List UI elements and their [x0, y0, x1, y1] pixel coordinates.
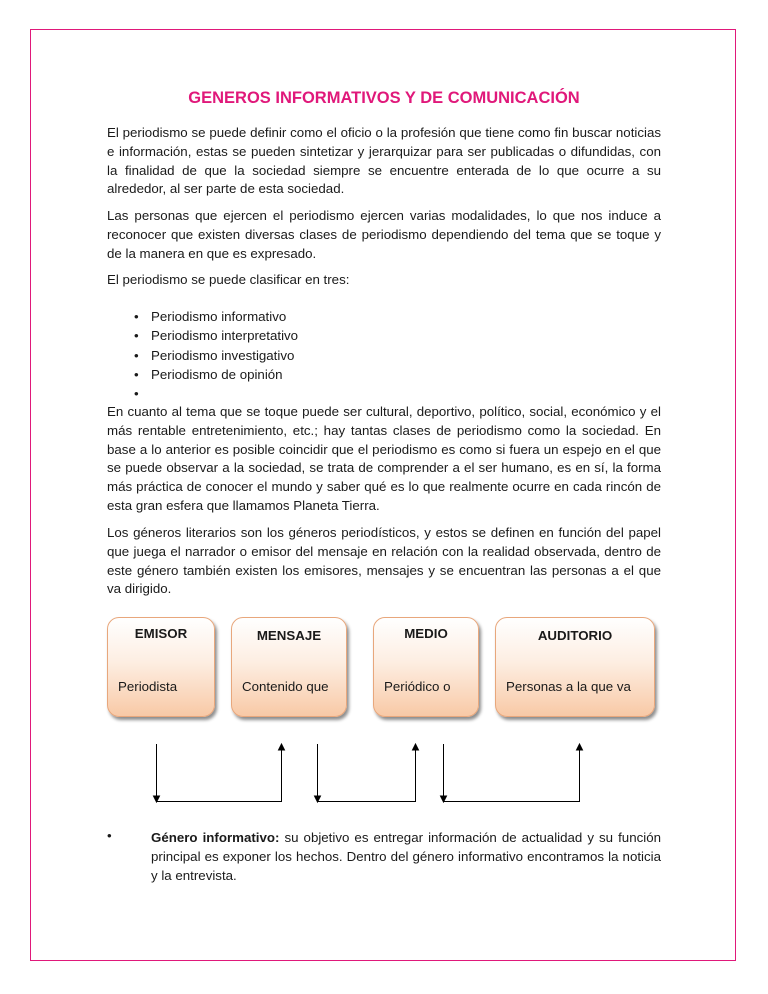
genero-informativo-term: Género informativo:	[151, 830, 280, 845]
list-item: • Periodismo informativo	[135, 307, 298, 326]
topics-paragraph: En cuanto al tema que se toque puede ser cultural, deportivo, político, social, económico y el más rentable entretenimiento, etc.; hay tantas clases de periodismo como la sociedad. En base a lo anterior es posible coincidir que el periodismo es como si fuera un espejo en el que se puede observar a la sociedad, se trata de comprender a el ser humano, es en sí, la forma más práctica de conocer el mundo y saber qué es lo que realmente ocurre en cada rincón de esta gran esfera que llamamos Planeta Tierra.	[107, 404, 661, 513]
box-text: Periódico o	[384, 679, 451, 694]
box-heading: EMISOR	[134, 626, 188, 641]
intro-paragraph: El periodismo se puede definir como el oficio o la profesión que tiene como fin buscar noticias e información, estas se pueden sintetizar y jerarquizar para ser publicadas o difundidas, con la finalidad de que la sociedad siempre se encuentre enterada de lo que ocurre a su alrededor, al ser parte de esta sociedad.	[107, 125, 661, 197]
bullet-dot: •	[107, 828, 112, 843]
modalities-paragraph: Las personas que ejercen el periodismo ejercen varias modalidades, lo que nos induce a reconocer que existen diversas clases de periodismo dependiendo del tema que se toque y de la manera en que es expresado.	[107, 208, 661, 261]
arrow-emisor-mensaje	[154, 744, 285, 802]
box-heading: MEDIO	[404, 626, 448, 641]
arrow-medio-auditorio	[441, 744, 583, 802]
box-text: Periodista	[118, 679, 178, 694]
box-text: Contenido que	[242, 679, 329, 694]
list-item: • Periodismo investigativo	[135, 346, 298, 365]
genero-informativo-description: su objetivo es entregar información de actualidad y su función principal es exponer los hechos. Dentro del género informativo encontramos la noticia y la entrevista.	[151, 830, 661, 883]
genres-paragraph: Los géneros literarios son los géneros periodísticos, y estos se definen en función del papel que juega el narrador o emisor del mensaje en relación con la realidad observada, dentro de este género también existen los emisores, mensajes y se encuentran las personas a el que va dirigido.	[107, 525, 661, 597]
box-heading: MENSAJE	[256, 628, 322, 643]
list-item: • Periodismo de opinión	[135, 365, 298, 384]
list-item: • Periodismo interpretativo	[135, 326, 298, 345]
genero-informativo-text	[151, 828, 661, 885]
page-title: GENEROS INFORMATIVOS Y DE COMUNICACIÓN	[188, 89, 580, 107]
box-text: Personas a la que va	[506, 679, 631, 694]
arrow-mensaje-medio	[315, 744, 419, 802]
genero-informativo-item	[107, 828, 661, 885]
box-heading: AUDITORIO	[537, 628, 613, 643]
classification-paragraph: El periodismo se puede clasificar en tres:	[107, 272, 350, 287]
